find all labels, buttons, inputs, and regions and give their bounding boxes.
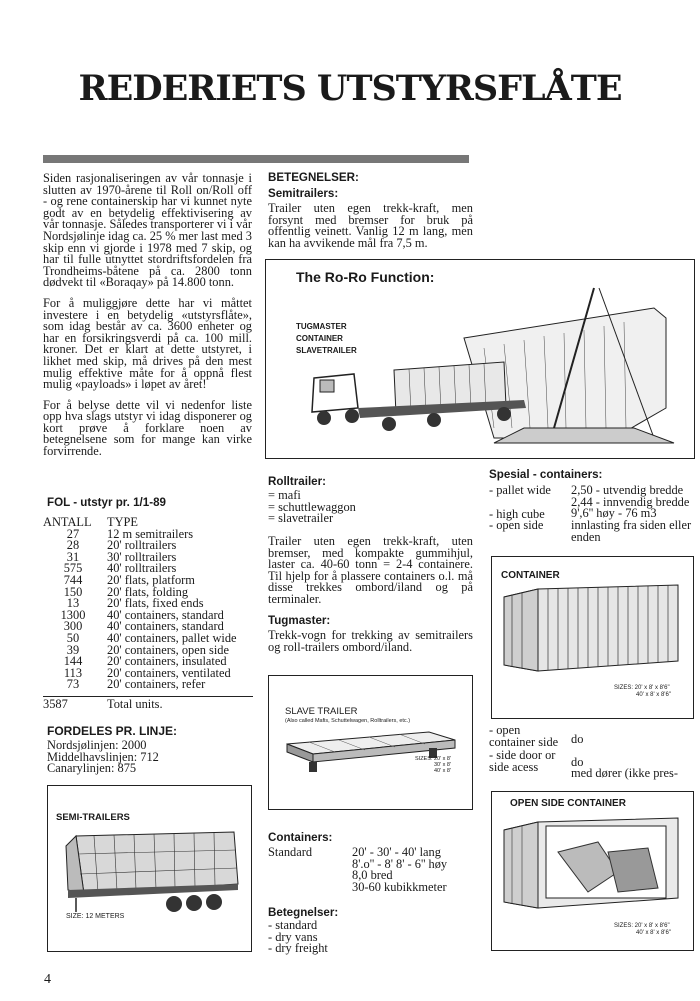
open-side-lines bbox=[489, 725, 561, 773]
inventory-type: 20' flats, folding bbox=[107, 584, 189, 599]
inventory-count: 744 bbox=[63, 572, 83, 587]
betegnelser2-list bbox=[268, 920, 328, 955]
open-do: do bbox=[571, 755, 584, 769]
semi-trailer-drawing bbox=[54, 824, 246, 924]
container-drawing bbox=[498, 581, 688, 681]
containers-heading: Containers: bbox=[268, 831, 333, 844]
spesial-key: - high cube bbox=[489, 507, 545, 521]
tugmaster-label: TUGMASTER bbox=[296, 322, 347, 331]
inventory-type: 40' containers, pallet wide bbox=[107, 630, 237, 645]
inventory-count: 27 bbox=[66, 526, 80, 541]
fordeles-list bbox=[47, 740, 159, 775]
roro-title: The Ro-Ro Function: bbox=[296, 269, 435, 285]
rolltrailer-text bbox=[268, 536, 473, 615]
semi-trailers-figure bbox=[47, 785, 252, 952]
slave-trailer-sizes bbox=[415, 756, 451, 774]
slave-trailer-label: SLAVE TRAILER bbox=[285, 706, 358, 717]
betegnelser-heading: BETEGNELSER: bbox=[268, 171, 359, 184]
slave-trailer-drawing bbox=[279, 724, 459, 784]
inventory-type: 20' flats, fixed ends bbox=[107, 596, 204, 611]
container-size: SIZES: 20' x 8' x 8'6" bbox=[614, 685, 670, 691]
spesial-key: - open side bbox=[489, 518, 544, 532]
betegnelse-item: - dry vans bbox=[268, 929, 318, 944]
slavetrailer-label: SLAVETRAILER bbox=[296, 346, 357, 355]
open-line: - open container side bbox=[489, 723, 559, 749]
semitrailers-text bbox=[268, 203, 473, 258]
open-extra: med dører (ikke pres- bbox=[571, 766, 678, 780]
fordeles-item: Middelhavslinjen: 712 bbox=[47, 749, 159, 764]
standard-label: Standard bbox=[268, 845, 313, 859]
rolltrailer-item: = mafi bbox=[268, 488, 301, 502]
inventory-table bbox=[43, 517, 253, 711]
rolltrailer-item: = schuttlewaggon bbox=[268, 499, 356, 514]
open-side-size: SIZES: 20' x 8' x 8'6" bbox=[614, 923, 670, 929]
container-sizes bbox=[614, 685, 671, 699]
standard-spec: 20' - 30' - 40' lang bbox=[352, 845, 441, 859]
standard-spec: 8'.o'' - 8' 8' - 6'' høy bbox=[352, 856, 448, 871]
container-label: CONTAINER bbox=[501, 570, 560, 581]
spesial-heading: Spesial - containers: bbox=[489, 468, 603, 481]
inventory-count: 28 bbox=[66, 538, 80, 553]
inventory-type: 20' containers, open side bbox=[107, 642, 229, 657]
container-label: CONTAINER bbox=[296, 334, 343, 343]
inventory-count: 50 bbox=[66, 630, 80, 645]
inventory-type: 40' containers, standard bbox=[107, 619, 224, 634]
fordeles-item: Nordsjølinjen: 2000 bbox=[47, 738, 147, 752]
header-rule bbox=[43, 155, 469, 163]
roro-function-figure bbox=[265, 259, 695, 459]
inventory-count: 39 bbox=[66, 642, 80, 657]
rolltrailer-heading: Rolltrailer: bbox=[268, 475, 326, 488]
semi-trailers-size: SIZE: 12 METERS bbox=[66, 913, 125, 920]
open-side-container-drawing bbox=[498, 812, 688, 918]
inventory-count: 300 bbox=[63, 619, 83, 634]
spesial-value bbox=[571, 485, 689, 520]
slave-size: SIZES: 20' x 8' bbox=[415, 756, 452, 762]
inventory-count: 144 bbox=[63, 654, 83, 669]
inventory-count: 13 bbox=[66, 596, 80, 611]
total-count: 3587 bbox=[43, 696, 68, 711]
rolltrailer-item: = slavetrailer bbox=[268, 511, 334, 526]
standard-spec: 8,0 bred bbox=[352, 868, 393, 883]
betegnelse-item: - standard bbox=[268, 918, 318, 932]
open-line: - side door or side acess bbox=[489, 748, 556, 774]
inventory-row bbox=[43, 679, 237, 691]
list-intro-paragraph: For å belyse dette vil vi nedenfor liste opp hva slags utstyr vi idag disponerer og kort prøve å forklare noen av betegnelsene som for mange kan virke forvirrende. bbox=[43, 397, 252, 459]
semitrailers-heading: Semitrailers: bbox=[268, 187, 339, 200]
inventory-type: 20' rolltrailers bbox=[107, 538, 177, 553]
col-type: TYPE bbox=[107, 515, 138, 529]
standard-spec: 30-60 kubikkmeter bbox=[352, 879, 447, 894]
fol-heading: FOL - utstyr pr. 1/1-89 bbox=[47, 496, 166, 509]
inventory-count: 31 bbox=[66, 549, 80, 564]
inventory-count: 73 bbox=[66, 677, 80, 692]
inventory-type: 30' rolltrailers bbox=[107, 549, 177, 564]
spesial-key: - pallet wide bbox=[489, 483, 551, 497]
slave-trailer-sub: (Also called Mafis, Schuttelwagen, Rolltrailers, etc.) bbox=[285, 718, 411, 724]
roro-drawing bbox=[294, 278, 694, 456]
page-number: 4 bbox=[44, 972, 51, 987]
fordeles-heading: FORDELES PR. LINJE: bbox=[47, 724, 178, 738]
open-do: do bbox=[571, 732, 584, 746]
standard-specs bbox=[352, 847, 447, 893]
open-side-size: 40' x 8' x 8'6" bbox=[636, 930, 671, 936]
container-figure bbox=[491, 556, 694, 719]
slave-size: 30' x 8' bbox=[433, 762, 452, 768]
slave-size: 40' x 8' bbox=[433, 768, 452, 774]
total-label: Total units. bbox=[107, 696, 163, 711]
rolltrailer-paragraph: Trailer uten egen trekk-kraft, uten bremser, med kompakte gummihjul, laster ca. 40-60 tonn = 2-4 containere. Til hjelp for å plassere containers o.l. må disse trekkes ombord/iland og på terminaler. bbox=[268, 534, 473, 606]
betegnelser2-heading: Betegnelser: bbox=[268, 906, 339, 919]
left-column bbox=[43, 173, 252, 467]
container-size: 40' x 8' x 8'6" bbox=[636, 692, 671, 698]
spesial-value: innlasting fra siden eller enden bbox=[571, 518, 692, 544]
inventory-type: 40' rolltrailers bbox=[107, 561, 177, 576]
col-antall: ANTALL bbox=[43, 515, 92, 529]
spesial-value-line: 2,44 - innvendig bredde bbox=[571, 494, 690, 509]
inventory-type: 20' containers, ventilated bbox=[107, 665, 231, 680]
spesial-value-line: 2,50 - utvendig bredde bbox=[571, 483, 684, 497]
semitrailers-paragraph: Trailer uten egen trekk-kraft, men forsynt med bremser for bruk på offentlig veinett. Vanlig 12 m lang, men kan ha avvikende mål fra 7,5 m. bbox=[268, 201, 473, 250]
semi-trailers-label: SEMI-TRAILERS bbox=[56, 812, 130, 823]
tugmaster-paragraph: Trekk-vogn for trekking av semitrailers og roll-trailers ombord/iland. bbox=[268, 628, 473, 654]
investment-paragraph: For å muliggjøre dette har vi måttet investere i en betydelig «utstyrsflåte», som idag består av ca. 3600 enheter og har en forsikringsverdi på ca. 100 mill. kroner. Det er klart at dette utstyret, i likhet med skip, må drives på den mest mulig effektive måte for å oppnå flest mulig «payloads» i løpet av året! bbox=[43, 295, 252, 392]
open-side-container-figure bbox=[491, 791, 694, 951]
inventory-type: 20' containers, insulated bbox=[107, 654, 227, 669]
inventory-type: 40' containers, standard bbox=[107, 607, 224, 622]
slave-trailer-figure bbox=[268, 675, 473, 810]
inventory-count: 113 bbox=[63, 665, 83, 680]
spesial-value-line: 9',6'' høy - 76 m3 bbox=[571, 506, 657, 521]
inventory-type: 20' containers, refer bbox=[107, 677, 206, 692]
inventory-count: 150 bbox=[63, 584, 83, 599]
inventory-type: 12 m semitrailers bbox=[107, 526, 194, 541]
inventory-count: 1300 bbox=[60, 607, 86, 622]
inventory-count: 575 bbox=[63, 561, 83, 576]
rolltrailer-list bbox=[268, 490, 356, 525]
tugmaster-heading: Tugmaster: bbox=[268, 614, 331, 627]
open-side-container-sizes bbox=[614, 923, 671, 937]
fordeles-item: Canarylinjen: 875 bbox=[47, 761, 137, 776]
betegnelse-item: - dry freight bbox=[268, 941, 328, 956]
inventory-type: 20' flats, platform bbox=[107, 572, 195, 587]
tugmaster-text bbox=[268, 630, 473, 662]
page-title: REDERIETS UTSTYRSFLÅTE bbox=[78, 68, 622, 109]
intro-paragraph: Siden rasjonaliseringen av vår tonnasje i slutten av 1970-årene til Roll on/Roll off - og rene containerskip har vi kunnet nyte godt av en betydelig effektivisering av vår tonnasje. Således transporterer vi i vår Nordsjølinje idag ca. 25 % mer last med 3 skip enn vi gjorde i 1978 med 7 skip, og har til fulle utnyttet stordriftsfordelen fra Trondheims-båtene på ca. 2800 tonn dødvekt til «Boraqay» på 14.800 tonn. bbox=[43, 171, 252, 290]
open-side-container-label: OPEN SIDE CONTAINER bbox=[510, 798, 626, 809]
